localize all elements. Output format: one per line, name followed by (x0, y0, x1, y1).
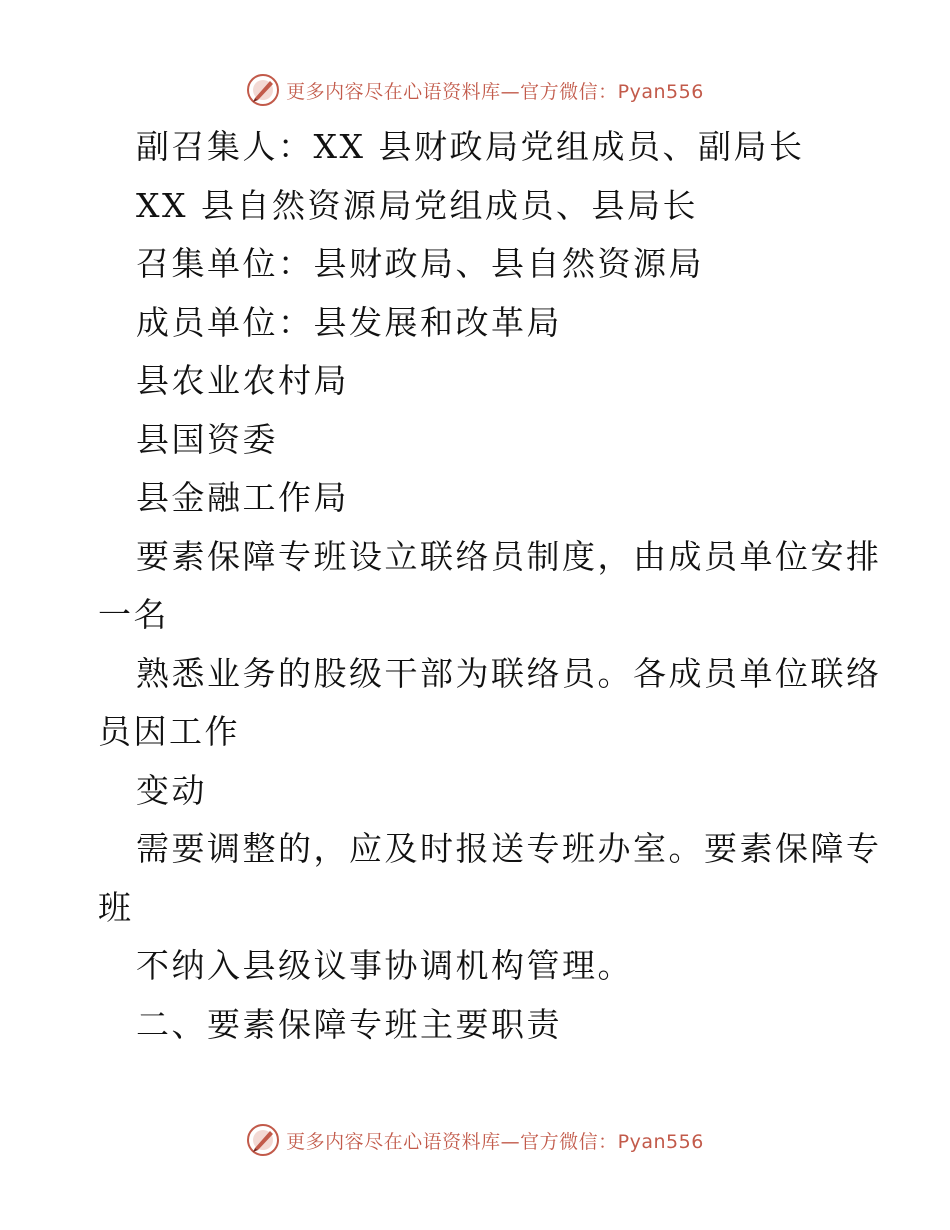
text-line: 变动 (136, 770, 207, 810)
text-line: 召集单位：县财政局、县自然资源局 (136, 244, 704, 283)
text-line: 班 (98, 887, 134, 927)
text-line: 县农业农村局 (136, 361, 349, 400)
text-line: 需要调整的，应及时报送专班办室。要素保障专 (136, 829, 882, 868)
document-body (98, 118, 882, 1054)
text-line: 不纳入县级议事协调机构管理。 (136, 946, 633, 985)
text-line: 成员单位：县发展和改革局 (136, 302, 562, 342)
quill-logo-icon (246, 1123, 280, 1157)
text-line: 副召集人：XX 县财政局党组成员、副局长 (136, 127, 805, 166)
footer-watermark (0, 1120, 950, 1160)
watermark-text: 更多内容尽在心语资料库—官方微信：Pyan556 (286, 80, 704, 103)
watermark-text: 更多内容尽在心语资料库—官方微信：Pyan556 (286, 1130, 704, 1153)
header-watermark (0, 70, 950, 110)
text-line: XX 县自然资源局党组成员、县局长 (136, 185, 698, 225)
text-line: 要素保障专班设立联络员制度，由成员单位安排 (136, 536, 882, 576)
text-line: 熟悉业务的股级干部为联络员。各成员单位联络 (136, 653, 882, 693)
text-line: 县金融工作局 (136, 478, 349, 517)
quill-logo-icon (246, 73, 280, 107)
text-line: 县国资委 (136, 419, 278, 459)
section-heading: 二、要素保障专班主要职责 (136, 1004, 562, 1044)
text-line: 一名 (98, 595, 169, 634)
text-line: 员因工作 (98, 712, 240, 751)
